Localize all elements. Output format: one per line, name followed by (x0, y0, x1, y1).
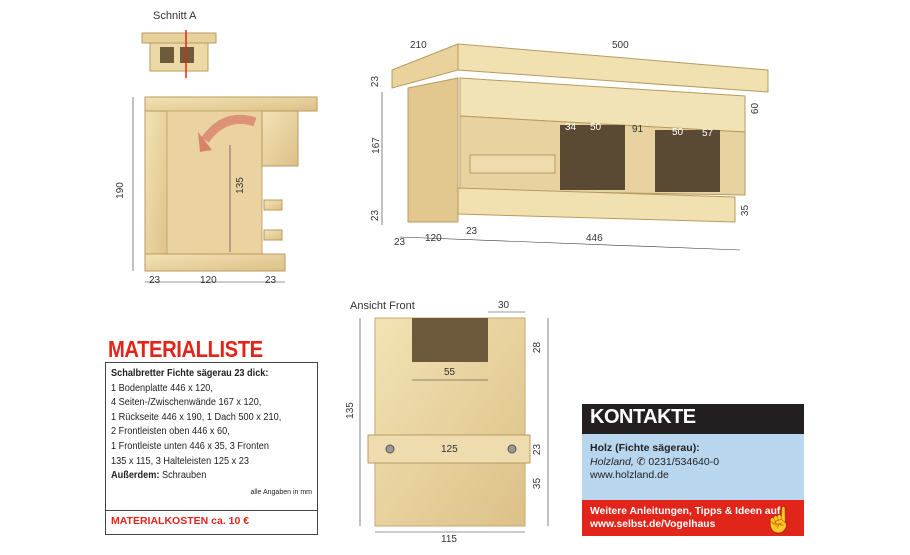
dim-side: 167 (370, 137, 382, 154)
dim-hole-4: 50 (672, 127, 684, 138)
section-title: Schnitt A (153, 10, 197, 22)
materials-line: 2 Frontleisten oben 446 x 60, (111, 426, 230, 438)
contacts-box (582, 404, 804, 536)
dim-front-width: 115 (441, 534, 457, 545)
front-drawing (360, 312, 548, 532)
dim-hole-2: 50 (590, 122, 602, 133)
section-thumbnail (142, 30, 216, 78)
materials-extra-value: Schrauben (161, 470, 207, 482)
dim-bottom: 23 (370, 209, 382, 222)
dim-front-strip-height: 23 (532, 443, 544, 456)
dim-front-strip-width: 125 (441, 444, 458, 455)
materials-line: 1 Frontleiste unten 446 x 35, 3 Fronten (111, 440, 270, 452)
dim-length: 500 (612, 40, 629, 51)
dim-section-middle: 120 (200, 275, 217, 286)
section-drawing (133, 97, 317, 282)
dim-front-offset: 23 (466, 226, 478, 237)
dim-section-inner-height: 135 (234, 177, 246, 194)
dim-inner-length: 446 (586, 233, 603, 244)
materials-note: alle Angaben in mm (250, 488, 312, 496)
materials-extra-label: Außerdem: (111, 470, 160, 482)
front-title: Ansicht Front (350, 300, 415, 312)
contacts-more-link[interactable]: www.selbst.de/Vogelhaus (590, 519, 716, 530)
dim-front-bottom: 35 (740, 204, 752, 217)
materials-line: 1 Bodenplatte 446 x 120, (111, 382, 213, 394)
dim-roof: 23 (370, 75, 382, 88)
dim-front-top-height: 28 (532, 341, 544, 354)
contacts-website[interactable]: www.holzland.de (590, 469, 669, 481)
dim-front-hole-width: 55 (444, 367, 456, 378)
dim-front-height: 135 (344, 402, 356, 419)
contacts-more-text: Weitere Anleitungen, Tipps & Ideen auf (590, 506, 781, 517)
materials-heading: Schalbretter Fichte sägerau 23 dick: (111, 368, 269, 379)
dim-hole-3: 91 (632, 124, 644, 135)
dim-section-height: 190 (114, 182, 126, 199)
contacts-title: KONTAKTE (582, 404, 804, 434)
dim-hole-5: 57 (702, 128, 714, 139)
materials-line: 1 Rückseite 446 x 190, 1 Dach 500 x 210, (111, 411, 282, 423)
contacts-wood-label: Holz (Fichte sägerau): (590, 442, 700, 454)
contacts-company: Holzland, (590, 455, 634, 468)
materials-title: MATERIALLISTE (108, 336, 263, 362)
dim-inner-depth: 120 (425, 233, 442, 244)
dim-depth: 210 (410, 40, 427, 51)
dim-back: 23 (394, 237, 406, 248)
materials-list (105, 362, 318, 535)
dim-section-left: 23 (149, 275, 161, 286)
materials-cost: MATERIALKOSTEN ca. 10 € (111, 515, 250, 527)
dim-hole-1: 34 (565, 122, 577, 133)
hand-cursor-icon: ☝ (764, 507, 794, 534)
dim-section-right: 23 (265, 275, 277, 286)
dim-front-top-width: 30 (498, 300, 510, 311)
materials-line: 135 x 115, 3 Halteleisten 125 x 23 (111, 455, 249, 467)
materials-line: 4 Seiten-/Zwischenwände 167 x 120, (111, 397, 262, 409)
dim-front-top: 60 (750, 102, 762, 115)
contacts-phone: ✆ 0231/534640-0 (636, 455, 720, 468)
dim-front-bottom-height: 35 (532, 477, 544, 490)
perspective-drawing (382, 44, 768, 250)
